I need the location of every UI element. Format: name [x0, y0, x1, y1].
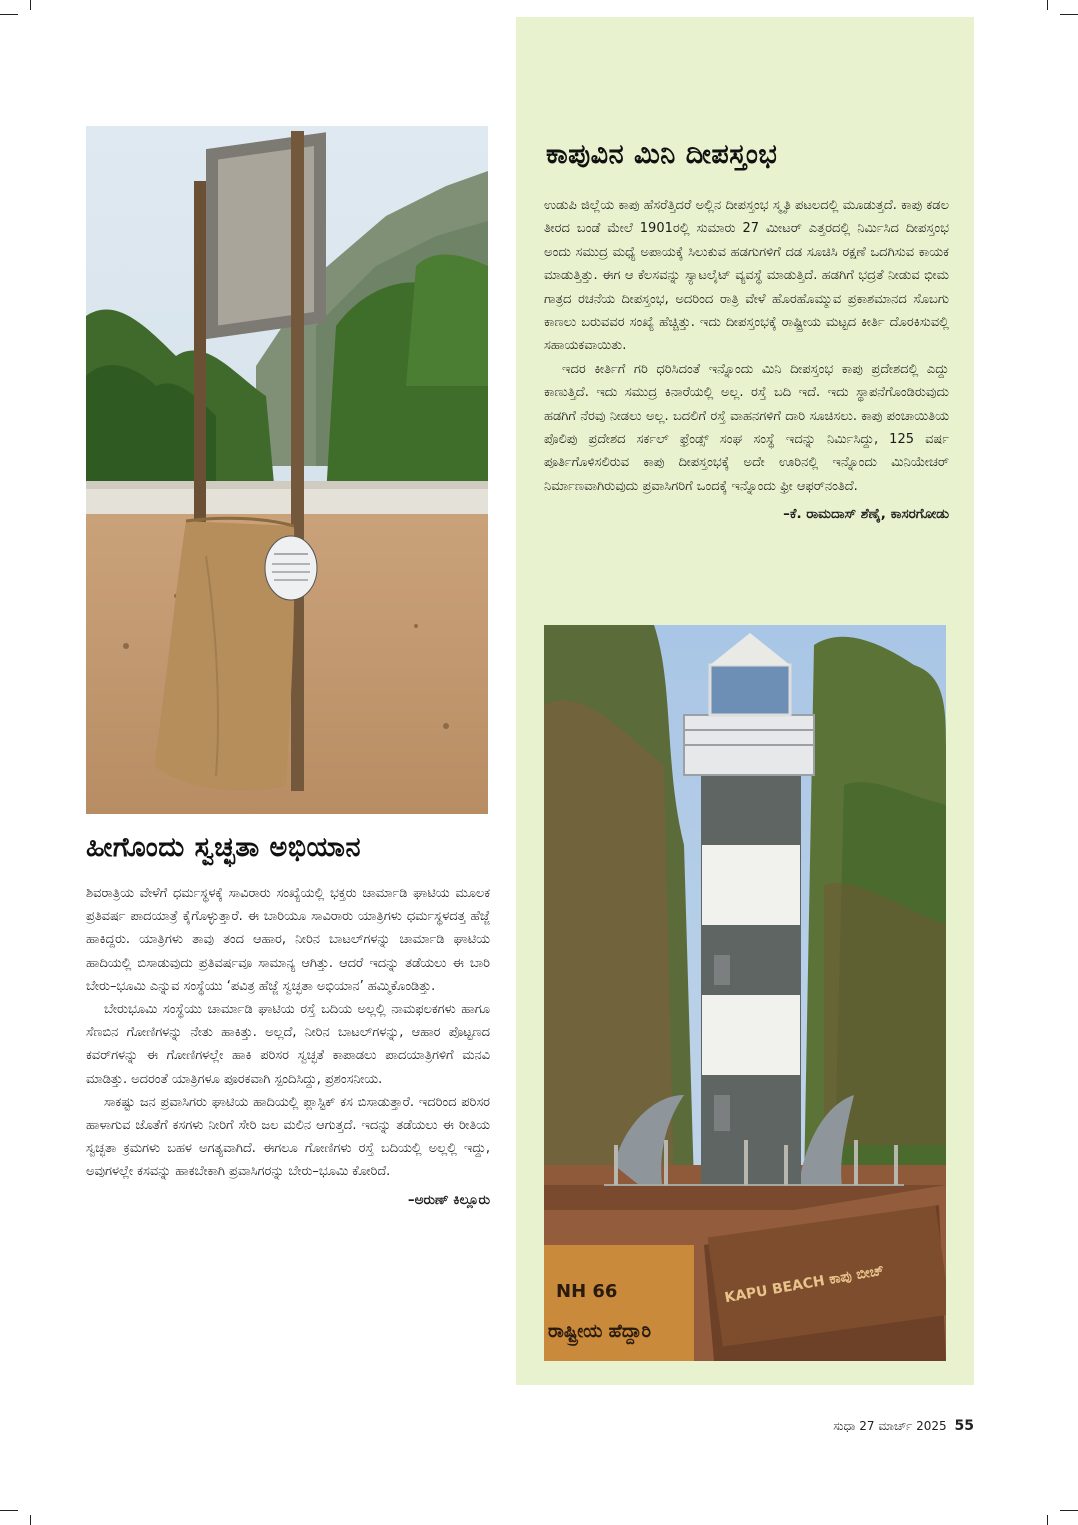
article-byline: –ಅರುಣ್ ಕಿಲ್ಲೂರು — [407, 1191, 490, 1208]
signboard-photo — [86, 126, 488, 814]
lighthouse-photo — [544, 625, 946, 1361]
magazine-issue: ಸುಧಾ 27 ಮಾರ್ಚ್ 2025 — [833, 1419, 947, 1433]
page-footer — [833, 1418, 974, 1434]
nh-sign: NH 66 — [556, 1281, 618, 1302]
kapu-beach-sign: KAPU BEACH ಕಾಪು ಬೀಚ್ — [723, 1262, 885, 1307]
article-paragraph: ಶಿವರಾತ್ರಿಯ ವೇಳೆಗೆ ಧರ್ಮಸ್ಥಳಕ್ಕೆ ಸಾವಿರಾರು ಸಂಖ್ಯೆಯಲ್ಲಿ ಭಕ್ತರು ಚಾರ್ಮಾಡಿ ಘಾಟಿಯ ಮೂಲಕ ಪ್ರತಿವರ್ಷ ಪಾದಯಾತ್ರೆ ಕೈಗೊಳ್ಳುತ್ತಾರೆ. ಈ ಬಾರಿಯೂ ಸಾವಿರಾರು ಯಾತ್ರಿಗಳು ಧರ್ಮಸ್ಥಳದತ್ತ ಹೆಜ್ಜೆ ಹಾಕಿದ್ದರು. ಯಾತ್ರಿಗಳು ತಾವು ತಂದ ಆಹಾರ, ನೀರಿನ ಬಾಟಲ್‌ಗಳನ್ನು ಚಾರ್ಮಾಡಿ ಘಾಟಿಯ ಹಾದಿಯಲ್ಲಿ ಬಿಸಾಡುವುದು ಪ್ರತಿವರ್ಷವೂ ಸಾಮಾನ್ಯ ಆಗಿತ್ತು. ಆದರೆ ಇದನ್ನು ತಡೆಯಲು ಈ ಬಾರಿ ಬೇರು–ಭೂಮಿ ಎನ್ನುವ ಸಂಸ್ಥೆಯು ‘ಪವಿತ್ರ ಹೆಜ್ಜೆ ಸ್ವಚ್ಛತಾ ಅಭಿಯಾನ’ ಹಮ್ಮಿಕೊಂಡಿತ್ತು. — [86, 886, 490, 994]
lighthouse-sidebar — [516, 17, 974, 1385]
highway-sign: ರಾಷ್ಟ್ರೀಯ ಹೆದ್ದಾರಿ — [548, 1321, 651, 1342]
crop-mark — [0, 1510, 18, 1511]
sidebar-article — [544, 194, 949, 522]
crop-mark — [1060, 14, 1078, 15]
crop-mark — [1047, 0, 1048, 10]
crop-mark — [1047, 1515, 1048, 1525]
sidebar-paragraph: ಉಡುಪಿ ಜಿಲ್ಲೆಯ ಕಾಪು ಹೆಸರೆತ್ತಿದರೆ ಅಲ್ಲಿನ ದೀಪಸ್ತಂಭ ಸ್ಮೃತಿ ಪಟಲದಲ್ಲಿ ಮೂಡುತ್ತದೆ. ಕಾಪು ಕಡಲ ತೀರದ ಬಂಡೆ ಮೇಲೆ 1901ರಲ್ಲಿ ಸುಮಾರು 27 ಮೀಟರ್ ಎತ್ತರದಲ್ಲಿ ನಿರ್ಮಿಸಿದ ದೀಪಸ್ತಂಭ ಅಂದು ಸಮುದ್ರ ಮಧ್ಯೆ ಅಪಾಯಕ್ಕೆ ಸಿಲುಕುವ ಹಡಗುಗಳಿಗೆ ದಡ ಸೂಚಿಸಿ ರಕ್ಷಣೆ ಒದಗಿಸುವ ಕಾಯಕ ಮಾಡುತ್ತಿತ್ತು. ಈಗ ಆ ಕೆಲಸವನ್ನು ಸ್ಯಾಟಲೈಟ್ ವ್ಯವಸ್ಥೆ ಮಾಡುತ್ತಿದೆ. ಹಡಗಿಗೆ ಭದ್ರತೆ ನೀಡುವ ಭೀಮ ಗಾತ್ರದ ರಚನೆಯ ದೀಪಸ್ತಂಭ, ಅದರಿಂದ ರಾತ್ರಿ ವೇಳೆ ಹೊರಹೊಮ್ಮುವ ಪ್ರಕಾಶಮಾನದ ಸೊಬಗು ಕಾಣಲು ಬರುವವರ ಸಂಖ್ಯೆ ಹೆಚ್ಚಿತ್ತು. ಇದು ದೀಪಸ್ತಂಭಕ್ಕೆ ರಾಷ್ಟ್ರೀಯ ಮಟ್ಟದ ಕೀರ್ತಿ ದೊರಕಿಸುವಲ್ಲಿ ಸಹಾಯಕವಾಯಿತು. — [544, 198, 949, 354]
crop-mark — [0, 14, 18, 15]
sidebar-byline: –ಕೆ. ರಾಮದಾಸ್ ಶೆಣೈ, ಕಾಸರಗೋಡು — [783, 506, 949, 523]
article-title: ಹೀಗೊಂದು ಸ್ವಚ್ಛತಾ ಅಭಿಯಾನ — [86, 832, 361, 863]
crop-mark — [30, 0, 31, 10]
crop-mark — [1060, 1510, 1078, 1511]
crop-mark — [30, 1515, 31, 1525]
article-paragraph: ಸಾಕಷ್ಟು ಜನ ಪ್ರವಾಸಿಗರು ಘಾಟಿಯ ಹಾದಿಯಲ್ಲಿ ಪ್ಲಾಸ್ಟಿಕ್ ಕಸ ಬಿಸಾಡುತ್ತಾರೆ. ಇದರಿಂದ ಪರಿಸರ ಹಾಳಾಗುವ ಜೊತೆಗೆ ಕಸಗಳು ನೀರಿಗೆ ಸೇರಿ ಜಲ ಮಲಿನ ಆಗುತ್ತದೆ. ಇದನ್ನು ತಡೆಯಲು ಈ ರೀತಿಯ ಸ್ವಚ್ಛತಾ ಕ್ರಮಗಳು ಬಹಳ ಅಗತ್ಯವಾಗಿದೆ. ಈಗಲೂ ಗೋಣಿಗಳು ರಸ್ತೆ ಬದಿಯಲ್ಲಿ ಅಲ್ಲಲ್ಲಿ ಇದ್ದು, ಅವುಗಳಲ್ಲೇ ಕಸವನ್ನು ಹಾಕಬೇಕಾಗಿ ಪ್ರವಾಸಿಗರನ್ನು ಬೇರು–ಭೂಮಿ ಕೋರಿದೆ. — [86, 1094, 490, 1180]
sidebar-title: ಕಾಪುವಿನ ಮಿನಿ ದೀಪಸ್ತಂಭ — [546, 139, 778, 170]
page-number: 55 — [954, 1418, 974, 1434]
article-paragraph: ಬೇರುಭೂಮಿ ಸಂಸ್ಥೆಯು ಚಾರ್ಮಾಡಿ ಘಾಟಿಯ ರಸ್ತೆ ಬದಿಯ ಅಲ್ಲಲ್ಲಿ ನಾಮಫಲಕಗಳು ಹಾಗೂ ಸೆಣಬಿನ ಗೋಣಿಗಳನ್ನು ನೇತು ಹಾಕಿತ್ತು. ಅಲ್ಲದೆ, ನೀರಿನ ಬಾಟಲ್‌ಗಳನ್ನು, ಆಹಾರ ಪೊಟ್ಟಣದ ಕವರ್‌ಗಳನ್ನು ಈ ಗೋಣಿಗಳಲ್ಲೇ ಹಾಕಿ ಪರಿಸರ ಸ್ವಚ್ಛತೆ ಕಾಪಾಡಲು ಪಾದಯಾತ್ರಿಗಳಿಗೆ ಮನವಿ ಮಾಡಿತ್ತು. ಅದರಂತೆ ಯಾತ್ರಿಗಳೂ ಪೂರಕವಾಗಿ ಸ್ಪಂದಿಸಿದ್ದು, ಪ್ರಶಂಸನೀಯ. — [86, 1002, 490, 1087]
sidebar-paragraph: ಇದರ ಕೀರ್ತಿಗೆ ಗರಿ ಧರಿಸಿದಂತೆ ಇನ್ನೊಂದು ಮಿನಿ ದೀಪಸ್ತಂಭ ಕಾಪು ಪ್ರದೇಶದಲ್ಲಿ ಎದ್ದು ಕಾಣುತ್ತಿದೆ. ಇದು ಸಮುದ್ರ ಕಿನಾರೆಯಲ್ಲಿ ಅಲ್ಲ. ರಸ್ತೆ ಬದಿ ಇದೆ. ಇದು ಸ್ಥಾಪನೆಗೊಂಡಿರುವುದು ಹಡಗಿಗೆ ನೆರವು ನೀಡಲು ಅಲ್ಲ. ಬದಲಿಗೆ ರಸ್ತೆ ವಾಹನಗಳಿಗೆ ದಾರಿ ಸೂಚಿಸಲು. ಕಾಪು ಪಂಚಾಯಿತಿಯ ಪೊಲಿಪು ಪ್ರದೇಶದ ಸರ್ಕಲ್ ಫ್ರೆಂಡ್ಸ್ ಸಂಘ ಸಂಸ್ಥೆ ಇದನ್ನು ನಿರ್ಮಿಸಿದ್ದು, 125 ವರ್ಷ ಪೂರ್ತಿಗೊಳಿಸಲಿರುವ ಕಾಪು ದೀಪಸ್ತಂಭಕ್ಕೆ ಅದೇ ಊರಿನಲ್ಲಿ ಇನ್ನೊಂದು ಮಿನಿಯೇಚರ್ ನಿರ್ಮಾಣವಾಗಿರುವುದು ಪ್ರವಾಸಿಗರಿಗೆ ಒಂದಕ್ಕೆ ಇನ್ನೊಂದು ಫ್ರೀ ಆಫರ್‌ನಂತಿದೆ. — [544, 361, 949, 494]
cleanliness-article — [86, 832, 490, 1208]
